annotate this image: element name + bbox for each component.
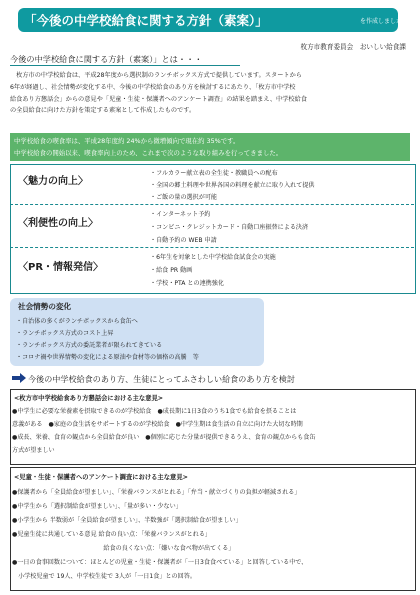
eating-rate-line: 中学校給食の喫食率は、平成28年度約 24%から微増傾向で現在約 35%です。	[14, 137, 240, 145]
section-item: ・学校・PTA との連携強化	[150, 280, 224, 287]
section-label-appeal: 〈魅力の向上〉	[18, 176, 88, 187]
survey-line: ●児童生徒に共通している意見 給食の良い点：「栄養バランスがとれる」	[12, 531, 212, 538]
social-change-item: ・ランチボックス方式のコスト上昇	[16, 330, 114, 337]
survey-line: ●一日の食事回数について：ほとんどの児童・生徒・保護者が「一日3食食べている」と回答している中で、	[12, 559, 308, 566]
intro-line: 給食あり方懇話会」からの意見や「児童・生徒・保護者へのアンケート調査」の結果を踏まえ、中学校給食	[10, 95, 307, 103]
section-label-pr: 〈PR・情報発信〉	[18, 262, 104, 273]
future-direction-text: 今後の中学校給食のあり方、生徒にとってふさわしい給食のあり方を検討	[28, 374, 295, 384]
social-change-item: ・ランチボックス方式の委託業者が限られてきている	[16, 342, 163, 349]
intro-heading: 今後の中学校給食に関する方針（素案）」とは・・・	[10, 54, 203, 64]
section-item: ・全国の郷土料理や世界各国の料理を献立に取り入れて提供	[150, 182, 315, 189]
intro-line: 6年が経過し、社会情勢が変化する中、今後の中学校給食のあり方を検討するにあたり、「枚方市中学校	[10, 83, 296, 91]
opinion-line: ●成長、栄養、食育の観点から全員給食が良い ●個別に応じた分量が提供できるうえ、食育の観点からも食缶	[12, 434, 316, 441]
survey-opinions-title: <児童・生徒・保護者へのアンケート調査における主な意見>	[14, 474, 188, 481]
social-change-item: ・自治体の多くがランチボックスから食缶へ	[16, 318, 138, 325]
opinion-line: 意義がある ●家庭の食生活をサポートするのが学校給食 ●中学生期は食生活の自立に向けた大切な時期	[12, 421, 303, 428]
section-divider	[10, 247, 414, 248]
section-item: ・自動予約の WEB 申請	[150, 237, 217, 244]
social-change-title: 社会情勢の変化	[18, 302, 72, 311]
section-divider	[10, 204, 414, 205]
section-item: ・フルカラー献立表の全生徒・教職員への配布	[150, 170, 278, 177]
intro-heading-underline	[10, 65, 240, 66]
section-item: ・インターネット予約	[150, 211, 211, 218]
page-title-suffix: を作成しました	[360, 18, 403, 25]
survey-line: ●保護者から「全員給食が望ましい」、「栄養バランスがとれる」「弁当・献立づくりの負担が軽減される」	[12, 489, 301, 496]
survey-line: ●中学生から「選択制給食が望ましい」、「量が多い・少ない」	[12, 503, 182, 510]
intro-line: 枚方市の中学校給食は、平成28年度から選択制のランチボックス方式で提供しています。スタートから	[10, 72, 302, 79]
section-item: ・給食 PR 動画	[150, 267, 193, 274]
arrow-right-icon	[12, 373, 26, 383]
survey-line: ●小学生から 半数弱が「全員給食が望ましい」、半数強が「選択制給食が望ましい」	[12, 517, 242, 524]
opinion-line: 方式が望ましい	[12, 447, 55, 454]
section-item: ・6年生を対象とした中学校給食試食会の実施	[150, 254, 276, 261]
survey-line: 給食の良くない点：「嫌いな食べ物が出てくる」	[12, 545, 235, 552]
eating-rate-line: 中学校給食の開始以来、喫食率向上のため、これまで次のような取り組みを行ってきました。	[14, 149, 283, 157]
intro-paragraph	[10, 70, 410, 117]
section-item: ・コンビニ・クレジットカード・自動口座振替による決済	[150, 224, 309, 231]
section-item: ・ご飯の量の選択が可能	[150, 194, 218, 201]
organization-name: 枚方市教育委員会 おいしい給食課	[300, 43, 406, 51]
survey-line: 小学校児童で 19人、中学校生徒で 3人が「一日1食」との回答。	[12, 573, 196, 580]
section-label-convenience: 〈利便性の向上〉	[18, 218, 98, 229]
opinion-line: ●中学生に必要な栄養素を摂取できるのが学校給食 ●成長期に1日3食のうち1食でも給食を摂ることは	[12, 408, 297, 415]
panel-opinions-title: <枚方市中学校給食あり方懇話会における主な意見>	[14, 395, 164, 402]
intro-line: の全員給食に向けた方針を策定する素案として作成したものです。	[10, 107, 196, 115]
page-title: 「今後の中学校給食に関する方針（素案）」	[24, 13, 268, 28]
social-change-item: ・コロナ禍や世界情勢の変化による原油や食材等の価格の高騰 等	[16, 354, 199, 361]
